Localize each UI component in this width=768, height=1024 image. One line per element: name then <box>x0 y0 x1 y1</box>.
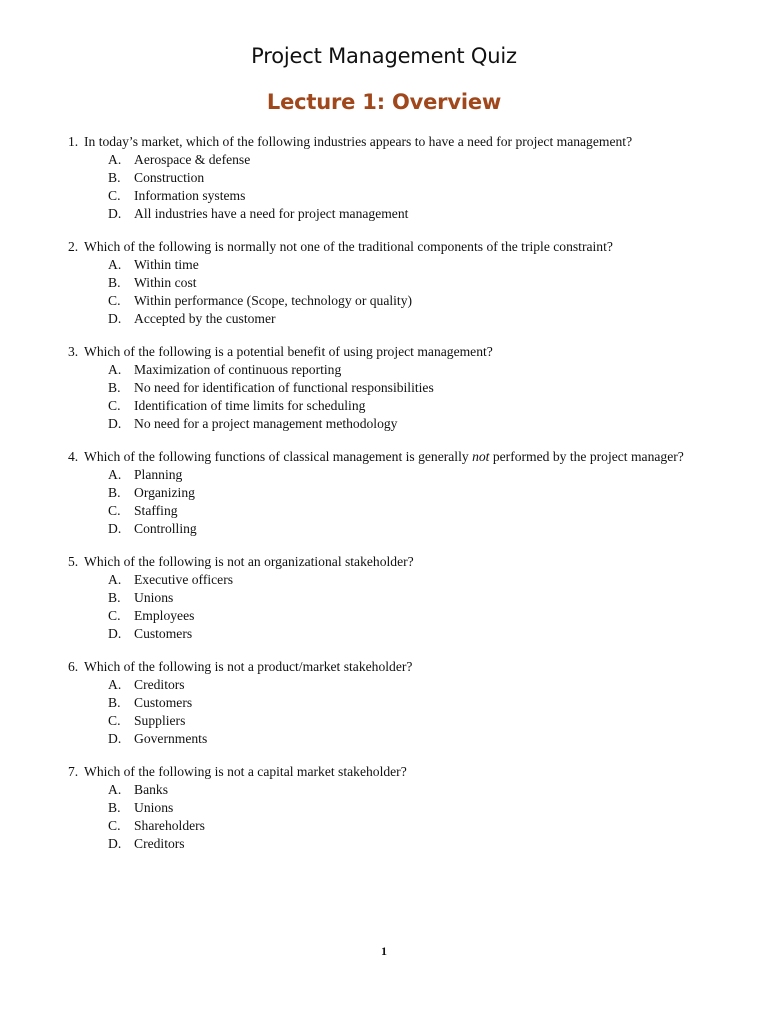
page-number: 1 <box>381 944 387 958</box>
option-letter: D. <box>108 626 122 641</box>
answer-option <box>108 379 724 397</box>
answer-option <box>108 607 724 625</box>
lecture-subtitle: Lecture 1: Overview <box>266 90 502 114</box>
answer-option <box>108 520 724 538</box>
option-text: Customers <box>134 695 193 710</box>
option-text: Identification of time limits for scheduling <box>134 398 366 413</box>
answer-options <box>108 676 724 748</box>
option-text: Suppliers <box>134 713 186 728</box>
option-letter: B. <box>108 380 121 395</box>
option-text: Unions <box>134 800 174 815</box>
option-text: Planning <box>134 467 183 482</box>
answer-option <box>108 292 724 310</box>
option-letter: A. <box>108 362 122 377</box>
answer-options <box>108 361 724 433</box>
question-number: 5. <box>68 554 79 569</box>
question-number: 2. <box>68 239 79 254</box>
question-number: 6. <box>68 659 79 674</box>
option-letter: A. <box>108 152 122 167</box>
answer-options <box>108 781 724 853</box>
question-text: In today’s market, which of the following industries appears to have a need for project management? <box>84 134 633 149</box>
answer-option <box>108 502 724 520</box>
option-letter: A. <box>108 677 122 692</box>
answer-option <box>108 835 724 853</box>
question-5 <box>68 553 724 643</box>
option-text: Within cost <box>134 275 197 290</box>
answer-option <box>108 589 724 607</box>
answer-option <box>108 730 724 748</box>
option-letter: B. <box>108 800 121 815</box>
answer-option <box>108 571 724 589</box>
option-text: Accepted by the customer <box>134 311 276 326</box>
answer-option <box>108 694 724 712</box>
answer-option <box>108 310 724 328</box>
answer-option <box>108 205 724 223</box>
answer-option <box>108 151 724 169</box>
option-letter: D. <box>108 311 122 326</box>
answer-option <box>108 712 724 730</box>
answer-option <box>108 397 724 415</box>
answer-option <box>108 817 724 835</box>
question-6 <box>68 658 724 748</box>
option-letter: B. <box>108 170 121 185</box>
option-text: All industries have a need for project management <box>134 206 409 221</box>
option-text: Within time <box>134 257 199 272</box>
answer-option <box>108 361 724 379</box>
option-letter: A. <box>108 257 122 272</box>
question-4 <box>68 448 724 538</box>
question-list <box>68 133 724 868</box>
option-letter: C. <box>108 713 121 728</box>
option-letter: D. <box>108 836 122 851</box>
answer-option <box>108 274 724 292</box>
option-letter: A. <box>108 782 122 797</box>
option-letter: C. <box>108 503 121 518</box>
option-text: Organizing <box>134 485 195 500</box>
answer-options <box>108 571 724 643</box>
answer-option <box>108 625 724 643</box>
option-letter: D. <box>108 731 122 746</box>
option-text: No need for identification of functional responsibilities <box>134 380 434 395</box>
option-letter: C. <box>108 608 121 623</box>
option-letter: B. <box>108 695 121 710</box>
answer-option <box>108 187 724 205</box>
answer-option <box>108 256 724 274</box>
option-letter: A. <box>108 467 122 482</box>
option-letter: B. <box>108 275 121 290</box>
answer-options <box>108 466 724 538</box>
question-7 <box>68 763 724 853</box>
question-text: Which of the following is a potential benefit of using project management? <box>84 344 493 359</box>
option-text: Controlling <box>134 521 197 536</box>
answer-option <box>108 799 724 817</box>
option-text: Within performance (Scope, technology or quality) <box>134 293 413 308</box>
option-text: Shareholders <box>134 818 205 833</box>
option-text: Creditors <box>134 836 185 851</box>
question-text: Which of the following is not a capital market stakeholder? <box>84 764 407 779</box>
option-text: Construction <box>134 170 205 185</box>
option-letter: C. <box>108 188 121 203</box>
option-text: Employees <box>134 608 195 623</box>
answer-options <box>108 256 724 328</box>
option-letter: C. <box>108 293 121 308</box>
answer-option <box>108 466 724 484</box>
question-text <box>84 448 724 465</box>
option-letter: B. <box>108 590 121 605</box>
question-text-part: performed by the project manager? <box>489 449 684 464</box>
answer-option <box>108 169 724 187</box>
question-number: 7. <box>68 764 79 779</box>
answer-option <box>108 484 724 502</box>
emphasized-word: not <box>472 449 490 464</box>
option-text: Creditors <box>134 677 185 692</box>
option-letter: A. <box>108 572 122 587</box>
option-letter: C. <box>108 818 121 833</box>
option-text: No need for a project management methodology <box>134 416 398 431</box>
answer-options <box>108 151 724 223</box>
option-text: Governments <box>134 731 208 746</box>
option-text: Staffing <box>134 503 178 518</box>
answer-option <box>108 676 724 694</box>
question-text: Which of the following is not a product/market stakeholder? <box>84 659 413 674</box>
question-3 <box>68 343 724 433</box>
option-text: Customers <box>134 626 193 641</box>
question-number: 4. <box>68 449 79 464</box>
option-text: Banks <box>134 782 168 797</box>
option-text: Maximization of continuous reporting <box>134 362 342 377</box>
question-number: 1. <box>68 134 79 149</box>
answer-option <box>108 781 724 799</box>
question-text: Which of the following is normally not one of the traditional components of the triple constraint? <box>84 239 613 254</box>
option-text: Information systems <box>134 188 246 203</box>
option-text: Unions <box>134 590 174 605</box>
option-letter: C. <box>108 398 121 413</box>
option-letter: D. <box>108 206 122 221</box>
option-text: Aerospace & defense <box>134 152 251 167</box>
question-number: 3. <box>68 344 79 359</box>
option-text: Executive officers <box>134 572 234 587</box>
question-1 <box>68 133 724 223</box>
question-text-part: Which of the following functions of classical management is generally <box>84 449 473 464</box>
question-2 <box>68 238 724 328</box>
question-text: Which of the following is not an organizational stakeholder? <box>84 554 414 569</box>
option-letter: B. <box>108 485 121 500</box>
answer-option <box>108 415 724 433</box>
option-letter: D. <box>108 416 122 431</box>
page-title: Project Management Quiz <box>251 44 517 68</box>
option-letter: D. <box>108 521 122 536</box>
